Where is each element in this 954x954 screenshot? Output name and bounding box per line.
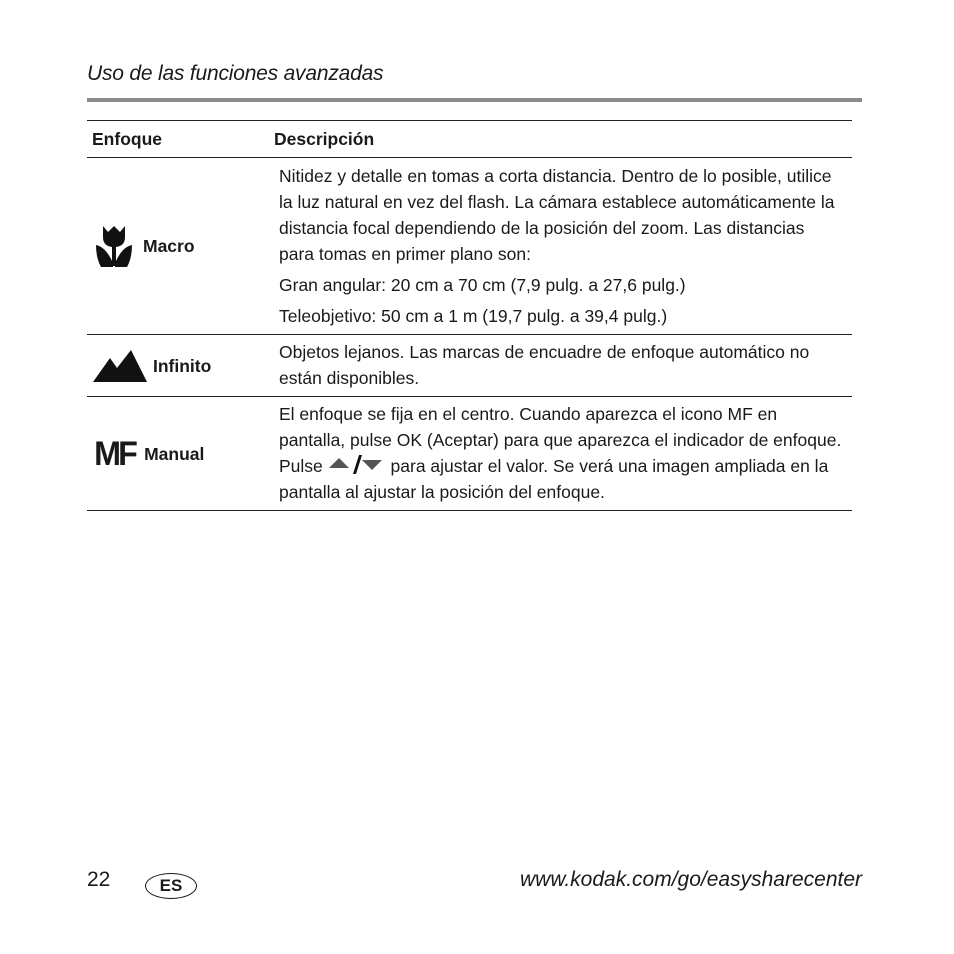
mode-label-macro: Macro [143, 236, 195, 256]
manual-focus-mf-icon: MF [94, 434, 136, 473]
macro-tulip-icon [93, 224, 135, 268]
macro-description: Nitidez y detalle en tomas a corta distancia. Dentro de lo posible, utilice la luz natural en vez del flash. La cámara establece automáticamente la distancia focal dependiendo de la posición del zoom. Las distancias para tomas en primer plano son: [279, 166, 835, 264]
table-header-row [87, 121, 852, 158]
table-row-macro [87, 158, 852, 335]
mode-cell [87, 397, 269, 511]
mode-label-manual: Manual [144, 443, 205, 464]
manual-description-part1: El enfoque se fija en el centro. Cuando aparezca el icono MF en pantalla, pulse OK (Aceptar) para que aparezca el indicador de enfoque. Pulse [279, 404, 842, 476]
footer-url: www.kodak.com/go/easysharecenter [520, 868, 862, 891]
infinity-mountain-icon [93, 349, 147, 383]
mode-label-infinity: Infinito [153, 355, 212, 376]
description-cell [269, 335, 852, 397]
mode-cell [87, 158, 269, 335]
mode-cell [87, 335, 269, 397]
description-cell [269, 397, 852, 511]
section-title: Uso de las funciones avanzadas [87, 62, 384, 85]
column-header-description: Descripción [269, 121, 852, 158]
table-row-manual [87, 397, 852, 511]
column-header-focus: Enfoque [87, 121, 269, 158]
infinity-description: Objetos lejanos. Las marcas de encuadre de enfoque automático no están disponibles. [279, 342, 810, 388]
header-rule [87, 98, 862, 102]
macro-telephoto-range: Teleobjetivo: 50 cm a 1 m (19,7 pulg. a 39,4 pulg.) [279, 306, 668, 326]
focus-modes-table [87, 120, 852, 511]
language-badge: ES [145, 873, 197, 899]
description-cell [269, 158, 852, 335]
up-down-arrows-icon [328, 453, 382, 475]
table-row-infinity [87, 335, 852, 397]
manual-description-part2: para ajustar el valor. Se verá una imagen ampliada en la pantalla al ajustar la posición del enfoque. [279, 456, 829, 502]
macro-wide-angle-range: Gran angular: 20 cm a 70 cm (7,9 pulg. a 27,6 pulg.) [279, 275, 686, 295]
page-number: 22 [87, 868, 111, 891]
